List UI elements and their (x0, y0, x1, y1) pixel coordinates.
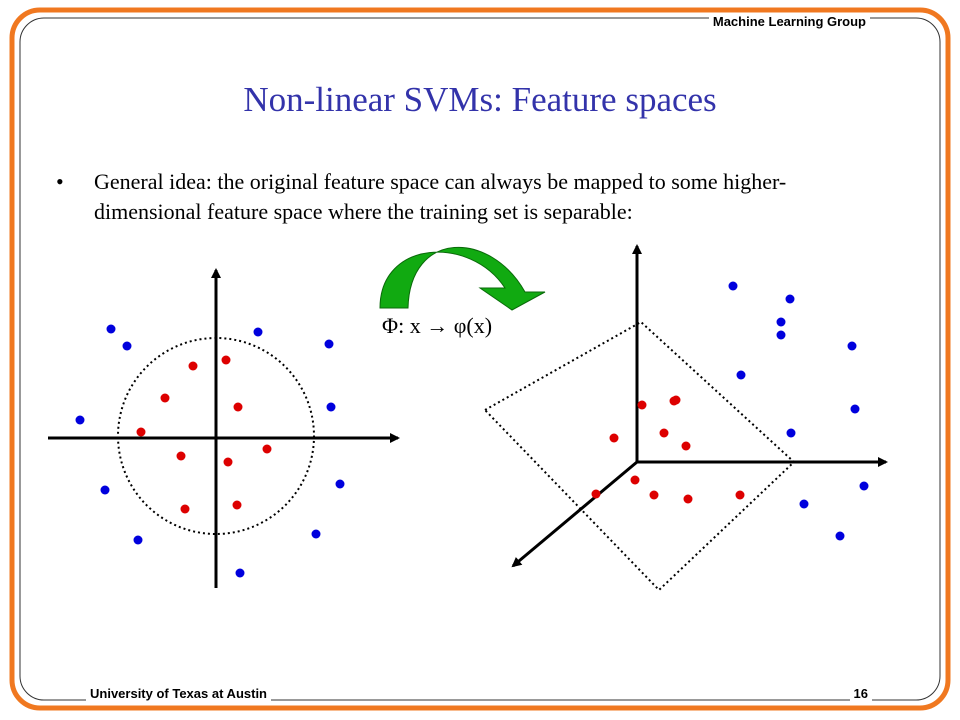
red-data-point (650, 491, 659, 500)
header-org-label: Machine Learning Group (709, 14, 870, 30)
mapping-arrow (380, 247, 545, 310)
input-points (76, 325, 345, 578)
blue-data-point (254, 328, 263, 337)
feature-space-plot (485, 246, 886, 590)
red-data-point (234, 403, 243, 412)
red-data-point (181, 505, 190, 514)
footer-university-label: University of Texas at Austin (86, 686, 271, 702)
feature-points (592, 282, 869, 541)
mapping-function-label: Φ: x → φ(x) (382, 313, 493, 338)
blue-data-point (236, 569, 245, 578)
blue-data-point (860, 482, 869, 491)
red-data-point (592, 490, 601, 499)
blue-data-point (777, 318, 786, 327)
blue-data-point (800, 500, 809, 509)
blue-data-point (777, 331, 786, 340)
red-data-point (660, 429, 669, 438)
blue-data-point (134, 536, 143, 545)
feature-y-axis (513, 462, 637, 566)
blue-data-point (729, 282, 738, 291)
blue-data-point (851, 405, 860, 414)
blue-data-point (325, 340, 334, 349)
bullet-text: General idea: the original feature space can always be mapped to some higher-dimensional feature space where the training set is separable: (94, 169, 787, 224)
slide-title: Non-linear SVMs: Feature spaces (243, 80, 717, 119)
blue-data-point (336, 480, 345, 489)
input-space-plot (48, 270, 398, 588)
blue-data-point (107, 325, 116, 334)
blue-data-point (787, 429, 796, 438)
blue-data-point (101, 486, 110, 495)
red-data-point (684, 495, 693, 504)
red-data-point (610, 434, 619, 443)
red-data-point (682, 442, 691, 451)
blue-data-point (848, 342, 857, 351)
red-data-point (638, 401, 647, 410)
red-data-point (263, 445, 272, 454)
red-data-point (222, 356, 231, 365)
blue-data-point (123, 342, 132, 351)
red-data-point (161, 394, 170, 403)
bullet-dot: • (56, 169, 64, 194)
blue-data-point (836, 532, 845, 541)
blue-data-point (327, 403, 336, 412)
red-data-point (233, 501, 242, 510)
footer-page-number: 16 (850, 686, 872, 702)
red-data-point (736, 491, 745, 500)
blue-data-point (312, 530, 321, 539)
red-data-point (189, 362, 198, 371)
blue-data-point (786, 295, 795, 304)
red-data-point (670, 397, 679, 406)
red-data-point (137, 428, 146, 437)
red-data-point (631, 476, 640, 485)
blue-data-point (737, 371, 746, 380)
red-data-point (177, 452, 186, 461)
blue-data-point (76, 416, 85, 425)
red-data-point (224, 458, 233, 467)
